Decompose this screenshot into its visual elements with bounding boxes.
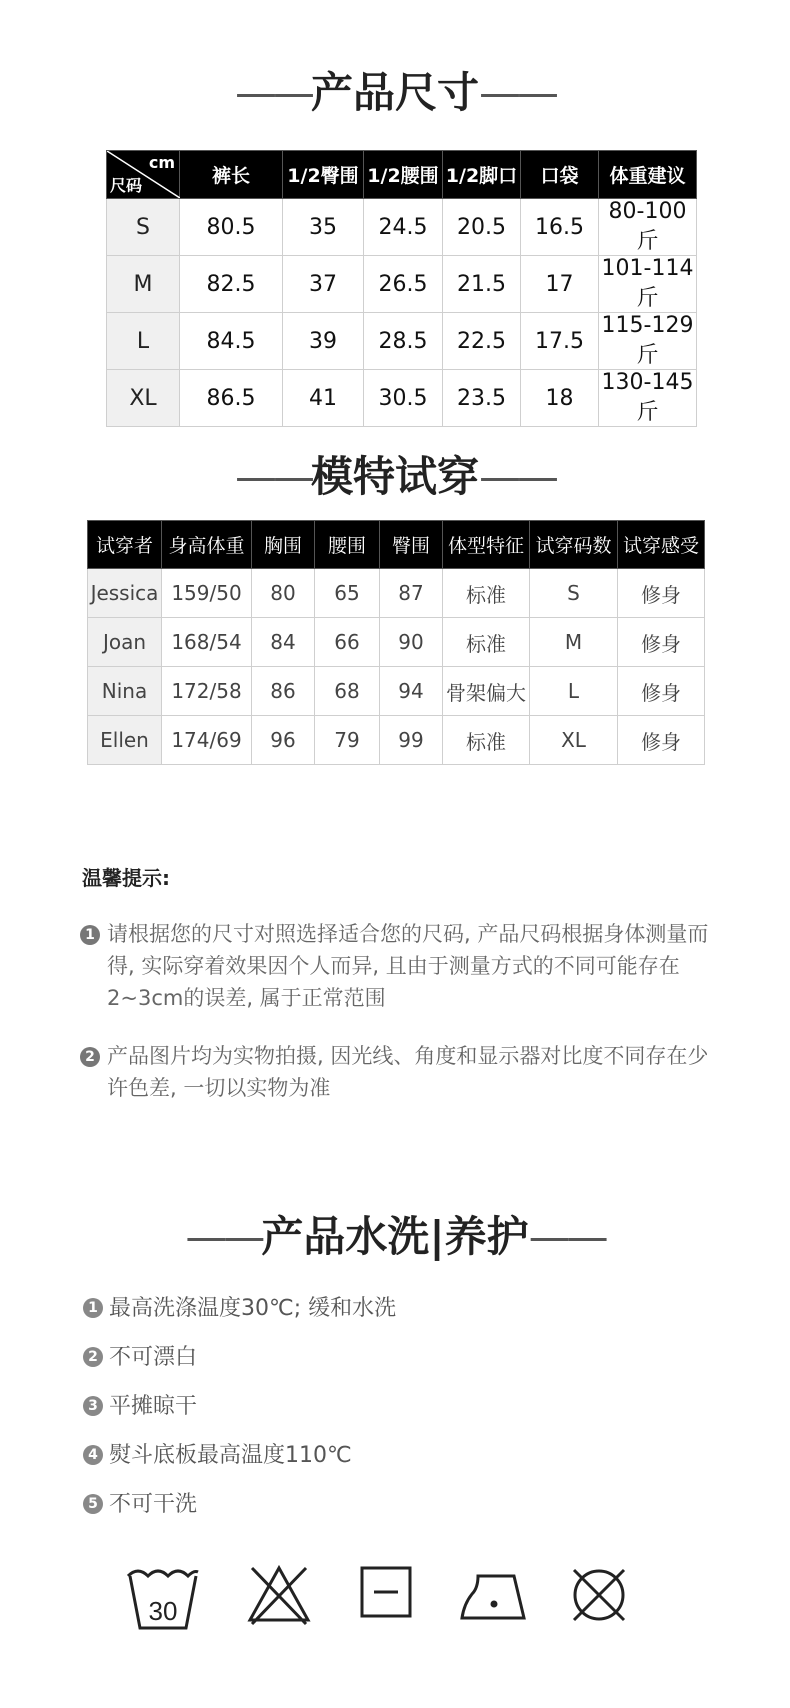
size-cell: 86.5	[180, 370, 283, 427]
care-number-badge: 3	[83, 1396, 103, 1416]
model-cell: 修身	[618, 569, 705, 618]
size-cell: 80-100斤	[599, 199, 697, 256]
size-cell: 115-129斤	[599, 313, 697, 370]
wash-30-icon	[124, 1562, 202, 1632]
model-header: 臀围	[380, 521, 443, 569]
size-section-title	[0, 68, 790, 117]
table-row	[88, 667, 705, 716]
title-right-dash: ——	[479, 452, 555, 501]
size-label: XL	[107, 370, 180, 427]
size-cell: 16.5	[521, 199, 599, 256]
table-row	[88, 569, 705, 618]
model-cell: L	[530, 667, 618, 716]
size-cell: 41	[283, 370, 364, 427]
model-cell: 68	[315, 667, 380, 716]
model-header: 试穿码数	[530, 521, 618, 569]
model-cell: 修身	[618, 667, 705, 716]
size-cell: 37	[283, 256, 364, 313]
model-cell: 86	[252, 667, 315, 716]
care-text: 最高洗涤温度30℃; 缓和水洗	[109, 1296, 397, 1321]
model-cell: 80	[252, 569, 315, 618]
tip-text: 请根据您的尺寸对照选择适合您的尺码, 产品尺码根据身体测量而得, 实际穿着效果因个人而异, 且由于测量方式的不同可能存在2~3cm的误差, 属于正常范围	[107, 922, 709, 1010]
title-left-dash: ——	[234, 68, 311, 117]
model-cell: 修身	[618, 618, 705, 667]
corner-unit: cm	[148, 153, 175, 172]
model-header: 试穿感受	[618, 521, 705, 569]
size-cell: 39	[283, 313, 364, 370]
model-cell: 90	[380, 618, 443, 667]
care-number-badge: 5	[83, 1494, 103, 1514]
tips-heading: 温馨提示:	[82, 866, 170, 890]
size-cell: 82.5	[180, 256, 283, 313]
model-header: 体型特征	[443, 521, 530, 569]
size-corner-cell	[107, 151, 180, 199]
size-cell: 26.5	[364, 256, 443, 313]
size-cell: 18	[521, 370, 599, 427]
model-cell: 96	[252, 716, 315, 765]
size-label: M	[107, 256, 180, 313]
care-text: 平摊晾干	[109, 1394, 198, 1419]
size-header: 口袋	[521, 151, 599, 199]
size-cell: 22.5	[443, 313, 521, 370]
model-table	[87, 520, 705, 765]
table-row	[107, 313, 697, 370]
model-section-title	[0, 452, 790, 501]
model-name: Jessica	[88, 569, 162, 618]
care-text: 熨斗底板最高温度110℃	[109, 1443, 352, 1468]
wash-temp-label: 30	[148, 1596, 178, 1626]
model-cell: 65	[315, 569, 380, 618]
model-cell: 172/58	[162, 667, 252, 716]
dry-flat-icon	[358, 1562, 414, 1622]
no-dry-clean-icon	[566, 1562, 632, 1628]
size-table	[106, 150, 697, 427]
model-cell: 84	[252, 618, 315, 667]
model-cell: 168/54	[162, 618, 252, 667]
size-cell: 130-145斤	[599, 370, 697, 427]
title-left-dash: ——	[185, 1212, 262, 1261]
model-cell: 159/50	[162, 569, 252, 618]
iron-low-icon	[456, 1562, 530, 1626]
size-label: L	[107, 313, 180, 370]
table-row	[107, 370, 697, 427]
size-cell: 17.5	[521, 313, 599, 370]
title-left-dash: ——	[234, 452, 311, 501]
model-cell: 87	[380, 569, 443, 618]
size-title-text: 产品尺寸	[310, 68, 479, 117]
tip-number-badge: 1	[80, 925, 100, 945]
model-title-text: 模特试穿	[310, 452, 479, 501]
model-cell: 174/69	[162, 716, 252, 765]
care-number-badge: 2	[83, 1347, 103, 1367]
size-cell: 24.5	[364, 199, 443, 256]
table-row	[107, 199, 697, 256]
care-text: 不可干洗	[109, 1492, 198, 1517]
model-name: Ellen	[88, 716, 162, 765]
care-number-badge: 4	[83, 1445, 103, 1465]
table-row	[107, 256, 697, 313]
model-cell: 99	[380, 716, 443, 765]
size-table-header	[107, 151, 697, 199]
model-cell: 骨架偏大	[443, 667, 530, 716]
size-header: 体重建议	[599, 151, 697, 199]
size-cell: 17	[521, 256, 599, 313]
model-cell: M	[530, 618, 618, 667]
size-cell: 23.5	[443, 370, 521, 427]
model-cell: 66	[315, 618, 380, 667]
tip-number-badge: 2	[80, 1047, 100, 1067]
model-header: 身高体重	[162, 521, 252, 569]
size-cell: 28.5	[364, 313, 443, 370]
care-item	[83, 1392, 197, 1422]
tip-item	[80, 918, 720, 1014]
model-cell: 标准	[443, 618, 530, 667]
model-cell: S	[530, 569, 618, 618]
size-header: 1/2脚口	[443, 151, 521, 199]
table-row	[88, 716, 705, 765]
care-section-title	[0, 1212, 790, 1261]
model-name: Nina	[88, 667, 162, 716]
size-cell: 101-114斤	[599, 256, 697, 313]
title-right-dash: ——	[528, 1212, 605, 1261]
care-text: 不可漂白	[109, 1345, 198, 1370]
size-cell: 84.5	[180, 313, 283, 370]
care-item	[83, 1294, 396, 1324]
care-item	[83, 1490, 197, 1520]
size-label: S	[107, 199, 180, 256]
care-item	[83, 1343, 197, 1373]
table-row	[88, 618, 705, 667]
size-cell: 30.5	[364, 370, 443, 427]
model-cell: 修身	[618, 716, 705, 765]
model-header: 试穿者	[88, 521, 162, 569]
title-right-dash: ——	[479, 68, 555, 117]
size-cell: 21.5	[443, 256, 521, 313]
size-cell: 20.5	[443, 199, 521, 256]
size-header: 1/2腰围	[364, 151, 443, 199]
model-cell: 标准	[443, 569, 530, 618]
model-name: Joan	[88, 618, 162, 667]
model-cell: XL	[530, 716, 618, 765]
model-header: 胸围	[252, 521, 315, 569]
model-header: 腰围	[315, 521, 380, 569]
care-item	[83, 1441, 352, 1471]
size-header: 1/2臀围	[283, 151, 364, 199]
model-table-header	[88, 521, 705, 569]
size-cell: 35	[283, 199, 364, 256]
care-number-badge: 1	[83, 1298, 103, 1318]
model-cell: 94	[380, 667, 443, 716]
tip-text: 产品图片均为实物拍摄, 因光线、角度和显示器对比度不同存在少许色差, 一切以实物为准	[107, 1044, 709, 1100]
model-cell: 标准	[443, 716, 530, 765]
corner-label: 尺码	[110, 176, 143, 195]
size-header: 裤长	[180, 151, 283, 199]
no-bleach-icon	[246, 1562, 312, 1628]
care-title-text: 产品水洗|养护	[261, 1212, 529, 1261]
model-cell: 79	[315, 716, 380, 765]
tip-item	[80, 1040, 720, 1104]
size-cell: 80.5	[180, 199, 283, 256]
